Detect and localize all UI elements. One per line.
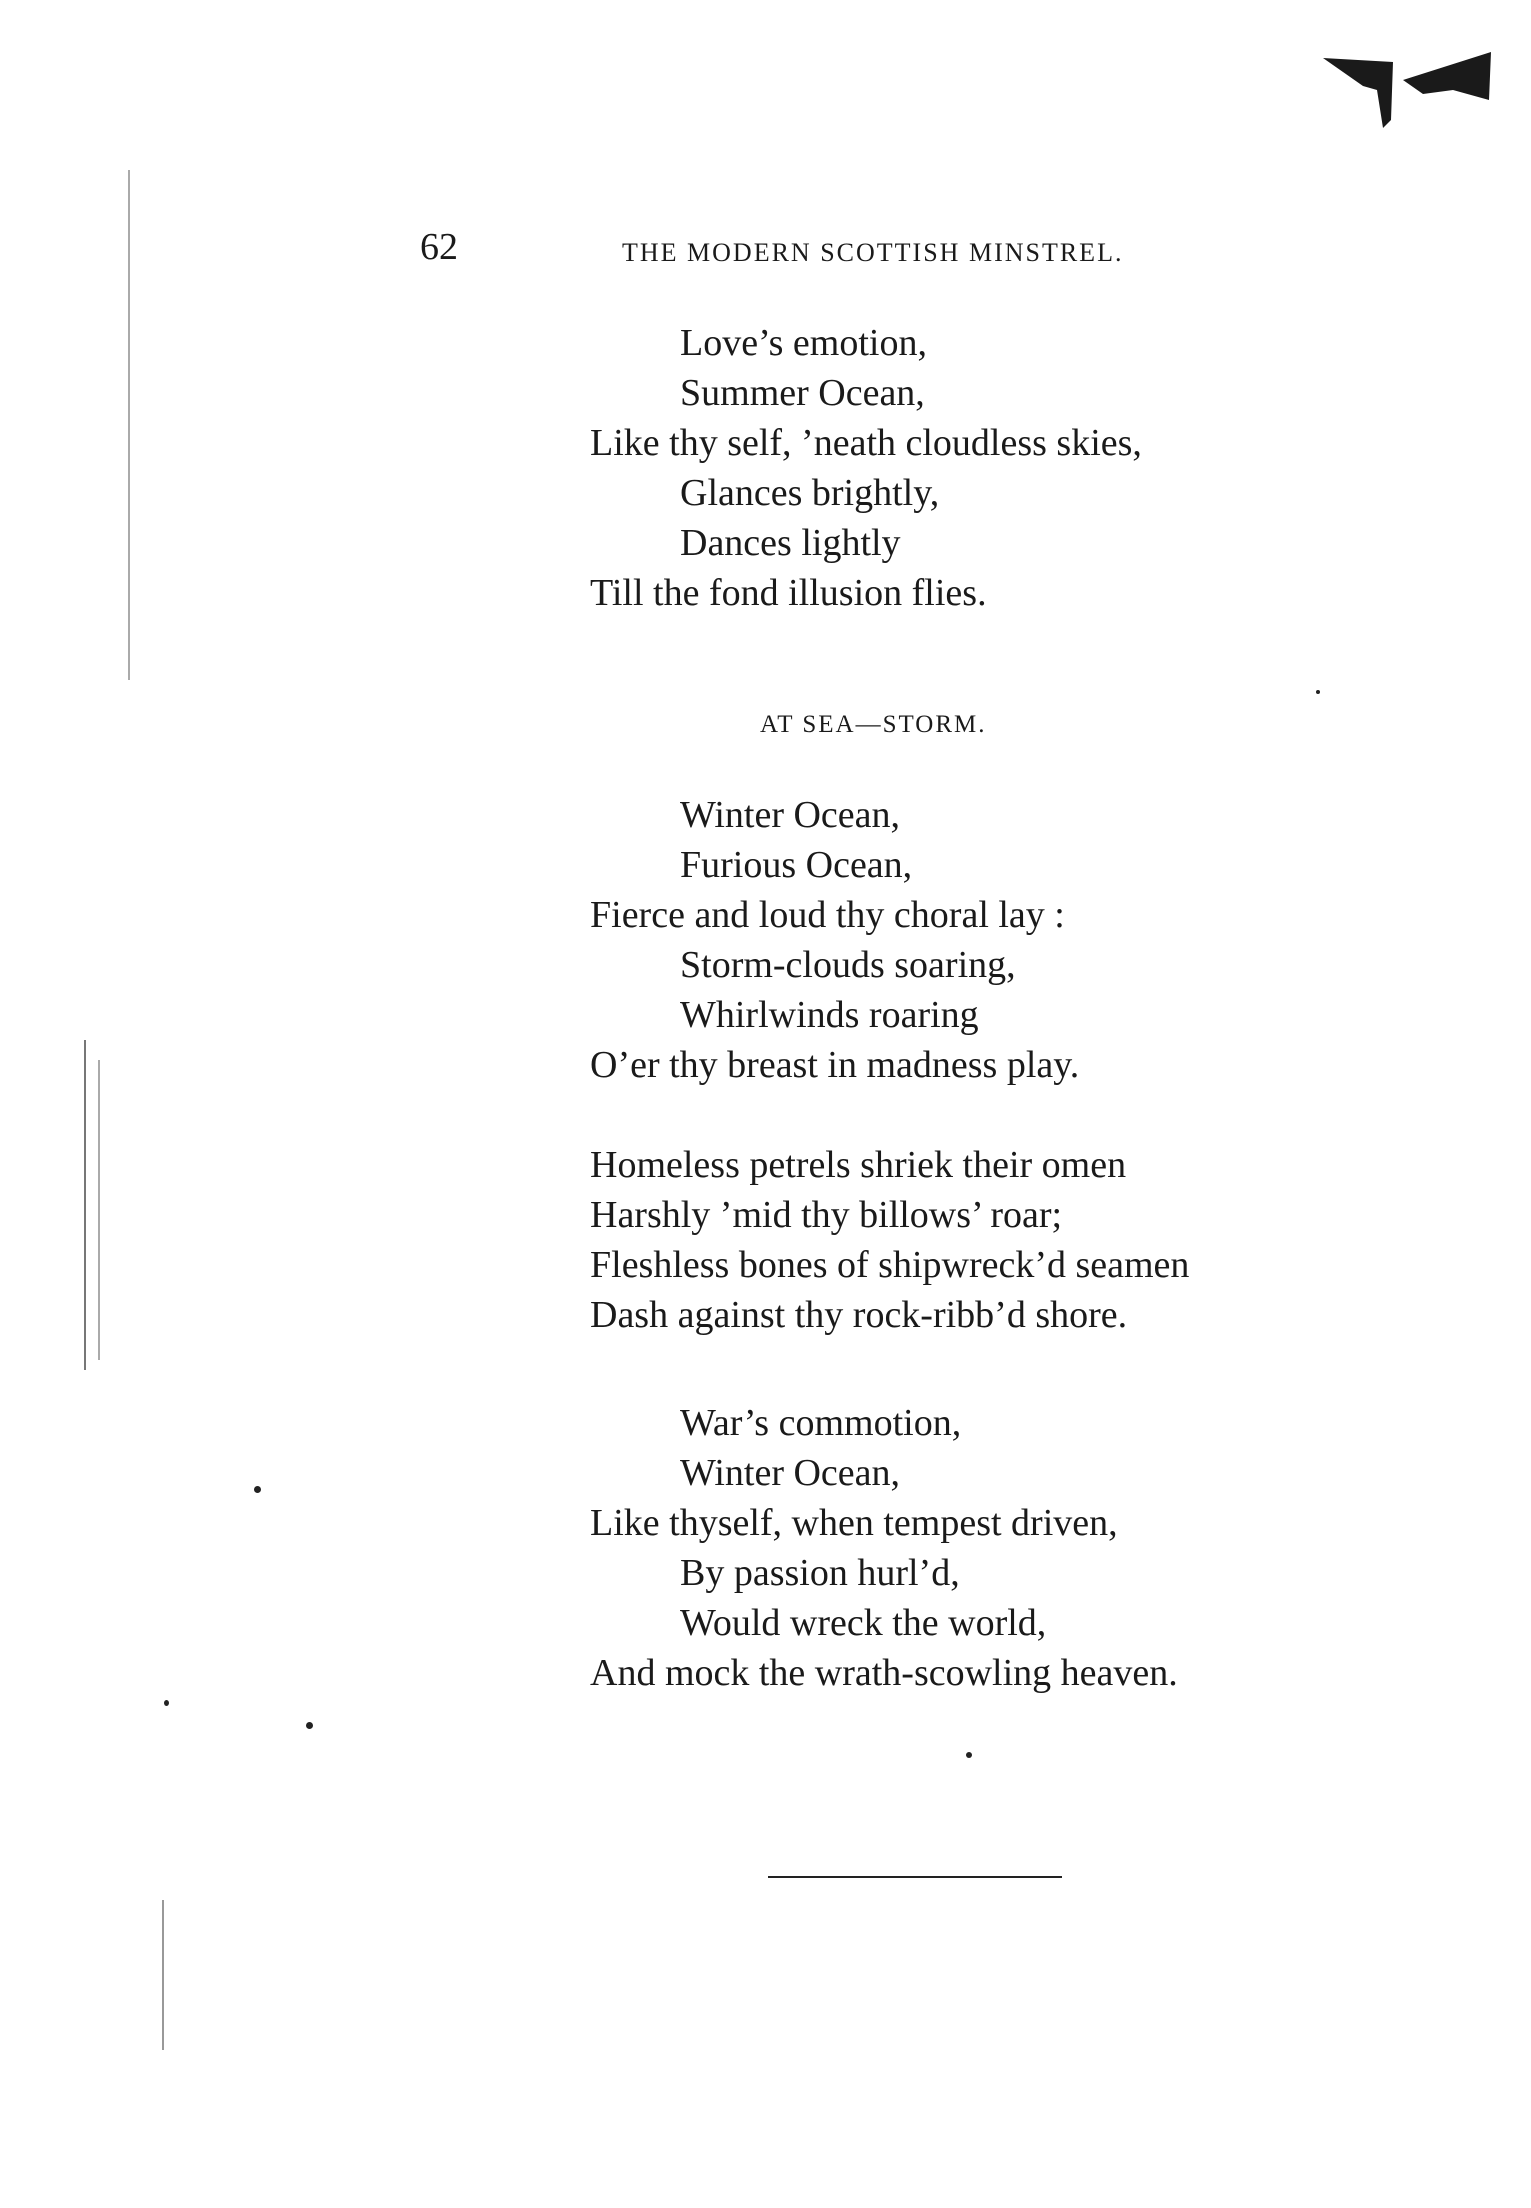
verse-line: Till the fond illusion flies. [590, 572, 987, 614]
left-margin-line [128, 170, 130, 680]
verse-line: Would wreck the world, [680, 1602, 1047, 1644]
stanza [590, 318, 1142, 618]
section-title: AT SEA—STORM. [760, 711, 987, 738]
left-margin-line [84, 1040, 86, 1370]
left-margin-line [98, 1060, 100, 1360]
verse-line: By passion hurl’d, [680, 1552, 960, 1594]
page-number: 62 [420, 226, 458, 268]
left-margin-line [162, 1900, 164, 2050]
section-end-rule [768, 1876, 1062, 1878]
running-title: THE MODERN SCOTTISH MINSTREL. [622, 238, 1124, 267]
verse-line: Storm-clouds soaring, [680, 944, 1016, 986]
corner-ink-mark [1323, 50, 1493, 130]
verse-line: Whirlwinds roaring [680, 994, 979, 1036]
verse-line: Summer Ocean, [680, 372, 925, 414]
verse-line: War’s commotion, [680, 1402, 962, 1444]
verse-line: Homeless petrels shriek their omen [590, 1144, 1127, 1186]
verse-line: Dances lightly [680, 522, 901, 564]
verse-line: Fierce and loud thy choral lay : [590, 894, 1065, 936]
verse-line: Winter Ocean, [680, 1452, 901, 1494]
verse-line: Dash against thy rock-ribb’d shore. [590, 1294, 1128, 1336]
verse-line: Like thy self, ’neath cloudless skies, [590, 422, 1142, 464]
verse-line: O’er thy breast in madness play. [590, 1044, 1080, 1086]
ink-speck [306, 1722, 313, 1729]
verse-line: Like thyself, when tempest driven, [590, 1502, 1118, 1544]
verse-line: Love’s emotion, [680, 322, 927, 364]
verse-line: Glances brightly, [680, 472, 940, 514]
ink-speck [1316, 690, 1320, 694]
verse-line: Furious Ocean, [680, 844, 913, 886]
ink-speck [966, 1752, 972, 1758]
stanza [590, 790, 1079, 1090]
verse-line: Winter Ocean, [680, 794, 901, 836]
stanza [590, 1140, 1189, 1340]
verse-line: Fleshless bones of shipwreck’d seamen [590, 1244, 1190, 1286]
verse-line: And mock the wrath-scowling heaven. [590, 1652, 1178, 1694]
ink-speck [164, 1700, 169, 1706]
stanza [590, 1398, 1178, 1698]
ink-speck [254, 1486, 261, 1493]
verse-line: Harshly ’mid thy billows’ roar; [590, 1194, 1063, 1236]
